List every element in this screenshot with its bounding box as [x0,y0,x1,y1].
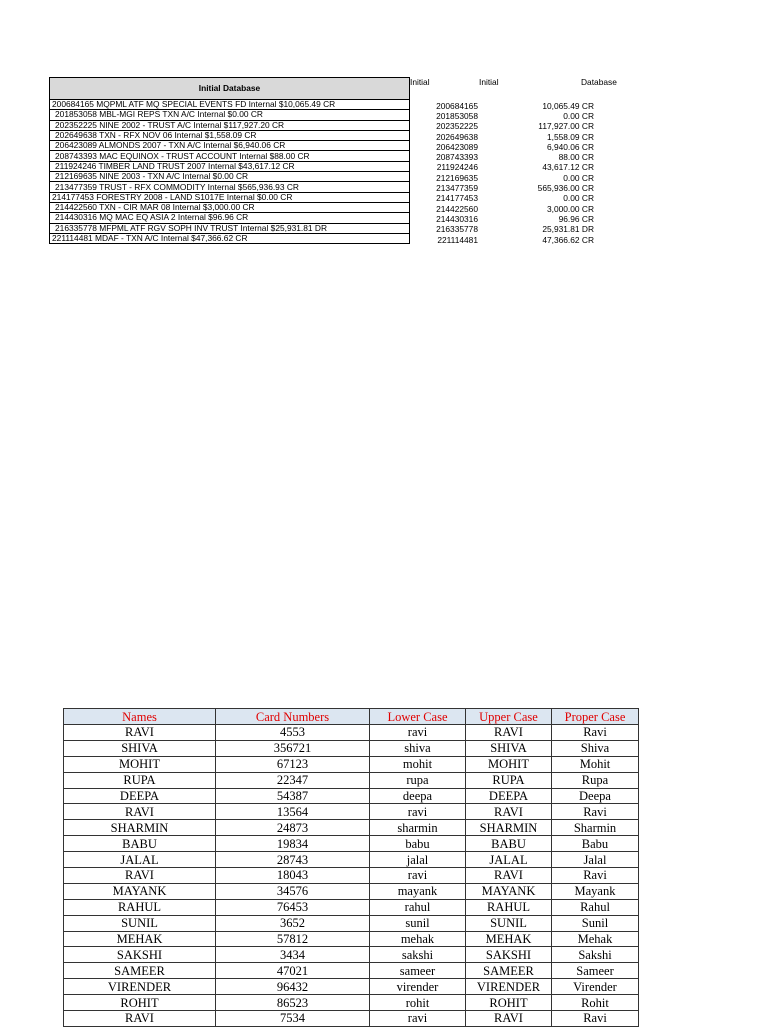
names-cell: RAVI [64,804,216,820]
table-row [64,852,639,868]
amount-cell: 0.00 CR [563,193,594,204]
amount-cell: 1,558.09 CR [546,131,594,142]
database-entry-cell: 200684165 MQPML ATF MQ SPECIAL EVENTS FD Internal $10,065.49 CR [50,100,410,110]
proper-case-cell: Babu [552,836,639,852]
table-row [64,804,639,820]
table-row [410,101,594,111]
amount-cell: 0.00 CR [563,172,594,183]
upper-case-cell: BABU [466,836,552,852]
proper-case-column-header: Proper Case [552,709,639,725]
names-cell: RUPA [64,772,216,788]
card-numbers-cell: 57812 [216,931,370,947]
names-header-row [64,709,639,725]
lower-case-cell: virender [370,979,466,995]
names-cell: JALAL [64,852,216,868]
account-number-cell: 201853058 [436,110,478,121]
lower-case-cell: shiva [370,740,466,756]
table-row [64,931,639,947]
database-entry-cell: 202352225 NINE 2002 - TRUST A/C Internal $117,927.20 CR [50,120,410,130]
names-cell: RAVI [64,868,216,884]
card-numbers-cell: 22347 [216,772,370,788]
proper-case-cell: Mehak [552,931,639,947]
proper-case-cell: Rupa [552,772,639,788]
upper-case-cell: SAKSHI [466,947,552,963]
table-row [410,235,594,245]
upper-case-cell: MAYANK [466,883,552,899]
split-values-table [410,101,594,245]
card-numbers-cell: 47021 [216,963,370,979]
lower-case-cell: ravi [370,1011,466,1027]
proper-case-cell: Mohit [552,756,639,772]
database-entry-cell: 208743393 MAC EQUINOX - TRUST ACCOUNT Internal $88.00 CR [50,151,410,161]
table-row [50,223,410,233]
initial-database-body [50,100,410,244]
table-row [64,820,639,836]
account-number-cell: 202352225 [436,121,478,132]
table-row [410,163,594,173]
amount-cell: 47,366.62 CR [542,234,594,245]
table-row [410,132,594,142]
amount-cell: 117,927.00 CR [538,121,594,132]
proper-case-cell: Ravi [552,725,639,741]
table-row [50,202,410,212]
amount-cell: 43,617.12 CR [542,162,594,173]
lower-case-column-header: Lower Case [370,709,466,725]
database-entry-cell: 221114481 MDAF - TXN A/C Internal $47,366.62 CR [50,233,410,243]
table-row [410,142,594,152]
lower-case-cell: rohit [370,995,466,1011]
amount-cell: 3,000.00 CR [546,203,594,214]
database-entry-cell: 214430316 MQ MAC EQ ASIA 2 Internal $96.96 CR [50,213,410,223]
proper-case-cell: Mayank [552,883,639,899]
proper-case-cell: Sakshi [552,947,639,963]
lower-case-cell: sameer [370,963,466,979]
lower-case-cell: ravi [370,725,466,741]
table-row [410,194,594,204]
upper-case-cell: RAVI [466,804,552,820]
names-cell: SHARMIN [64,820,216,836]
card-numbers-cell: 54387 [216,788,370,804]
table-row [50,100,410,110]
amount-cell: 6,940.06 CR [546,141,594,152]
account-number-cell: 206423089 [436,141,478,152]
table-row [64,947,639,963]
account-number-cell: 221114481 [437,234,478,245]
names-cell: VIRENDER [64,979,216,995]
table-row [50,141,410,151]
initial-column-header: Initial [410,77,430,87]
table-row [64,1011,639,1027]
table-row [64,725,639,741]
upper-case-cell: SUNIL [466,915,552,931]
initial-database-header: Initial Database [50,78,410,100]
account-number-cell: 214177453 [436,193,478,204]
names-cell: SUNIL [64,915,216,931]
proper-case-cell: Sunil [552,915,639,931]
table-row [64,788,639,804]
account-number-cell: 200684165 [436,100,478,111]
proper-case-cell: Rahul [552,899,639,915]
card-numbers-cell: 86523 [216,995,370,1011]
proper-case-cell: Virender [552,979,639,995]
table-row [50,213,410,223]
initial-database-table [49,77,410,244]
table-row [64,772,639,788]
names-cell: SHIVA [64,740,216,756]
names-cell: MEHAK [64,931,216,947]
table-row [410,204,594,214]
upper-case-cell: RUPA [466,772,552,788]
proper-case-cell: Ravi [552,868,639,884]
amount-cell: 96.96 CR [558,213,594,224]
names-cell: DEEPA [64,788,216,804]
card-numbers-cell: 34576 [216,883,370,899]
lower-case-cell: deepa [370,788,466,804]
card-numbers-cell: 13564 [216,804,370,820]
table-row [64,899,639,915]
names-cell: MAYANK [64,883,216,899]
card-numbers-cell: 4553 [216,725,370,741]
table-row [50,151,410,161]
card-numbers-cell: 3652 [216,915,370,931]
table-row [64,995,639,1011]
card-numbers-cell: 7534 [216,1011,370,1027]
account-number-cell: 213477359 [436,183,478,194]
proper-case-cell: Deepa [552,788,639,804]
upper-case-cell: MOHIT [466,756,552,772]
table-row [410,173,594,183]
table-row [410,122,594,132]
table-row [50,161,410,171]
database-entry-cell: 213477359 TRUST - RFX COMMODITY Internal $565,936.93 CR [50,182,410,192]
proper-case-cell: Sameer [552,963,639,979]
table-row [410,183,594,193]
names-cell: RAVI [64,725,216,741]
table-row [50,172,410,182]
proper-case-cell: Shiva [552,740,639,756]
database-entry-cell: 212169635 NINE 2003 - TXN A/C Internal $0.00 CR [50,172,410,182]
database-entry-cell: 214422560 TXN - CIR MAR 08 Internal $3,000.00 CR [50,202,410,212]
card-numbers-cell: 3434 [216,947,370,963]
account-number-cell: 214422560 [436,203,478,214]
amount-cell: 565,936.00 CR [537,183,594,194]
lower-case-cell: rupa [370,772,466,788]
card-numbers-cell: 24873 [216,820,370,836]
amount-cell: 25,931.81 DR [542,224,594,235]
upper-case-column-header: Upper Case [466,709,552,725]
database-entry-cell: 216335778 MFPML ATF RGV SOPH INV TRUST Internal $25,931.81 DR [50,223,410,233]
table-row [64,740,639,756]
account-number-cell: 214430316 [436,213,478,224]
names-cell: RAVI [64,1011,216,1027]
table-row [50,130,410,140]
table-row [410,111,594,121]
account-number-cell: 211924246 [436,162,478,173]
proper-case-cell: Ravi [552,804,639,820]
amount-cell: 0.00 CR [563,110,594,121]
upper-case-cell: SHARMIN [466,820,552,836]
account-number-cell: 216335778 [436,224,478,235]
table-row [410,214,594,224]
table-row [64,915,639,931]
lower-case-cell: ravi [370,868,466,884]
card-numbers-cell: 18043 [216,868,370,884]
upper-case-cell: RAHUL [466,899,552,915]
card-numbers-cell: 19834 [216,836,370,852]
names-cell: MOHIT [64,756,216,772]
card-numbers-cell: 67123 [216,756,370,772]
lower-case-cell: sharmin [370,820,466,836]
database-entry-cell: 202649638 TXN - RFX NOV 06 Internal $1,558.09 CR [50,130,410,140]
proper-case-cell: Rohit [552,995,639,1011]
proper-case-cell: Sharmin [552,820,639,836]
upper-case-cell: RAVI [466,868,552,884]
split-column-headers [409,77,669,89]
database-entry-cell: 214177453 FORESTRY 2008 - LAND S1017E Internal $0.00 CR [50,192,410,202]
card-numbers-cell: 76453 [216,899,370,915]
upper-case-cell: JALAL [466,852,552,868]
names-column-header: Names [64,709,216,725]
card-numbers-cell: 96432 [216,979,370,995]
database-entry-cell: 206423089 ALMONDS 2007 - TXN A/C Internal $6,940.06 CR [50,141,410,151]
table-row [50,233,410,243]
lower-case-cell: mehak [370,931,466,947]
database-entry-cell: 201853058 MBL-MGI REPS TXN A/C Internal $0.00 CR [50,110,410,120]
names-cell: SAMEER [64,963,216,979]
amount-cell: 10,065.49 CR [542,100,594,111]
lower-case-cell: jalal [370,852,466,868]
upper-case-cell: DEEPA [466,788,552,804]
lower-case-cell: sakshi [370,947,466,963]
names-cell: SAKSHI [64,947,216,963]
names-cell: BABU [64,836,216,852]
table-row [50,182,410,192]
card-numbers-column-header: Card Numbers [216,709,370,725]
proper-case-cell: Jalal [552,852,639,868]
account-number-cell: 208743393 [436,152,478,163]
lower-case-cell: ravi [370,804,466,820]
table-row [64,756,639,772]
table-row [410,152,594,162]
table-row [410,225,594,235]
table-row [50,110,410,120]
upper-case-cell: MEHAK [466,931,552,947]
database-column-header: Database [581,77,617,87]
table-row [50,192,410,202]
table-row [50,120,410,130]
table-row [64,883,639,899]
table-row [64,868,639,884]
upper-case-cell: VIRENDER [466,979,552,995]
proper-case-cell: Ravi [552,1011,639,1027]
initial-amount-column-header: Initial [479,77,499,87]
names-cell: RAHUL [64,899,216,915]
card-numbers-cell: 356721 [216,740,370,756]
table-row [64,836,639,852]
names-case-table [63,708,639,1027]
lower-case-cell: babu [370,836,466,852]
upper-case-cell: RAVI [466,725,552,741]
lower-case-cell: rahul [370,899,466,915]
account-number-cell: 212169635 [436,172,478,183]
database-entry-cell: 211924246 TIMBER LAND TRUST 2007 Internal $43,617.12 CR [50,161,410,171]
names-table-body [64,725,639,1027]
upper-case-cell: SHIVA [466,740,552,756]
amount-cell: 88.00 CR [558,152,594,163]
account-number-cell: 202649638 [436,131,478,142]
names-cell: ROHIT [64,995,216,1011]
lower-case-cell: mayank [370,883,466,899]
lower-case-cell: mohit [370,756,466,772]
table-row [64,979,639,995]
card-numbers-cell: 28743 [216,852,370,868]
upper-case-cell: RAVI [466,1011,552,1027]
lower-case-cell: sunil [370,915,466,931]
table-row [64,963,639,979]
upper-case-cell: SAMEER [466,963,552,979]
upper-case-cell: ROHIT [466,995,552,1011]
